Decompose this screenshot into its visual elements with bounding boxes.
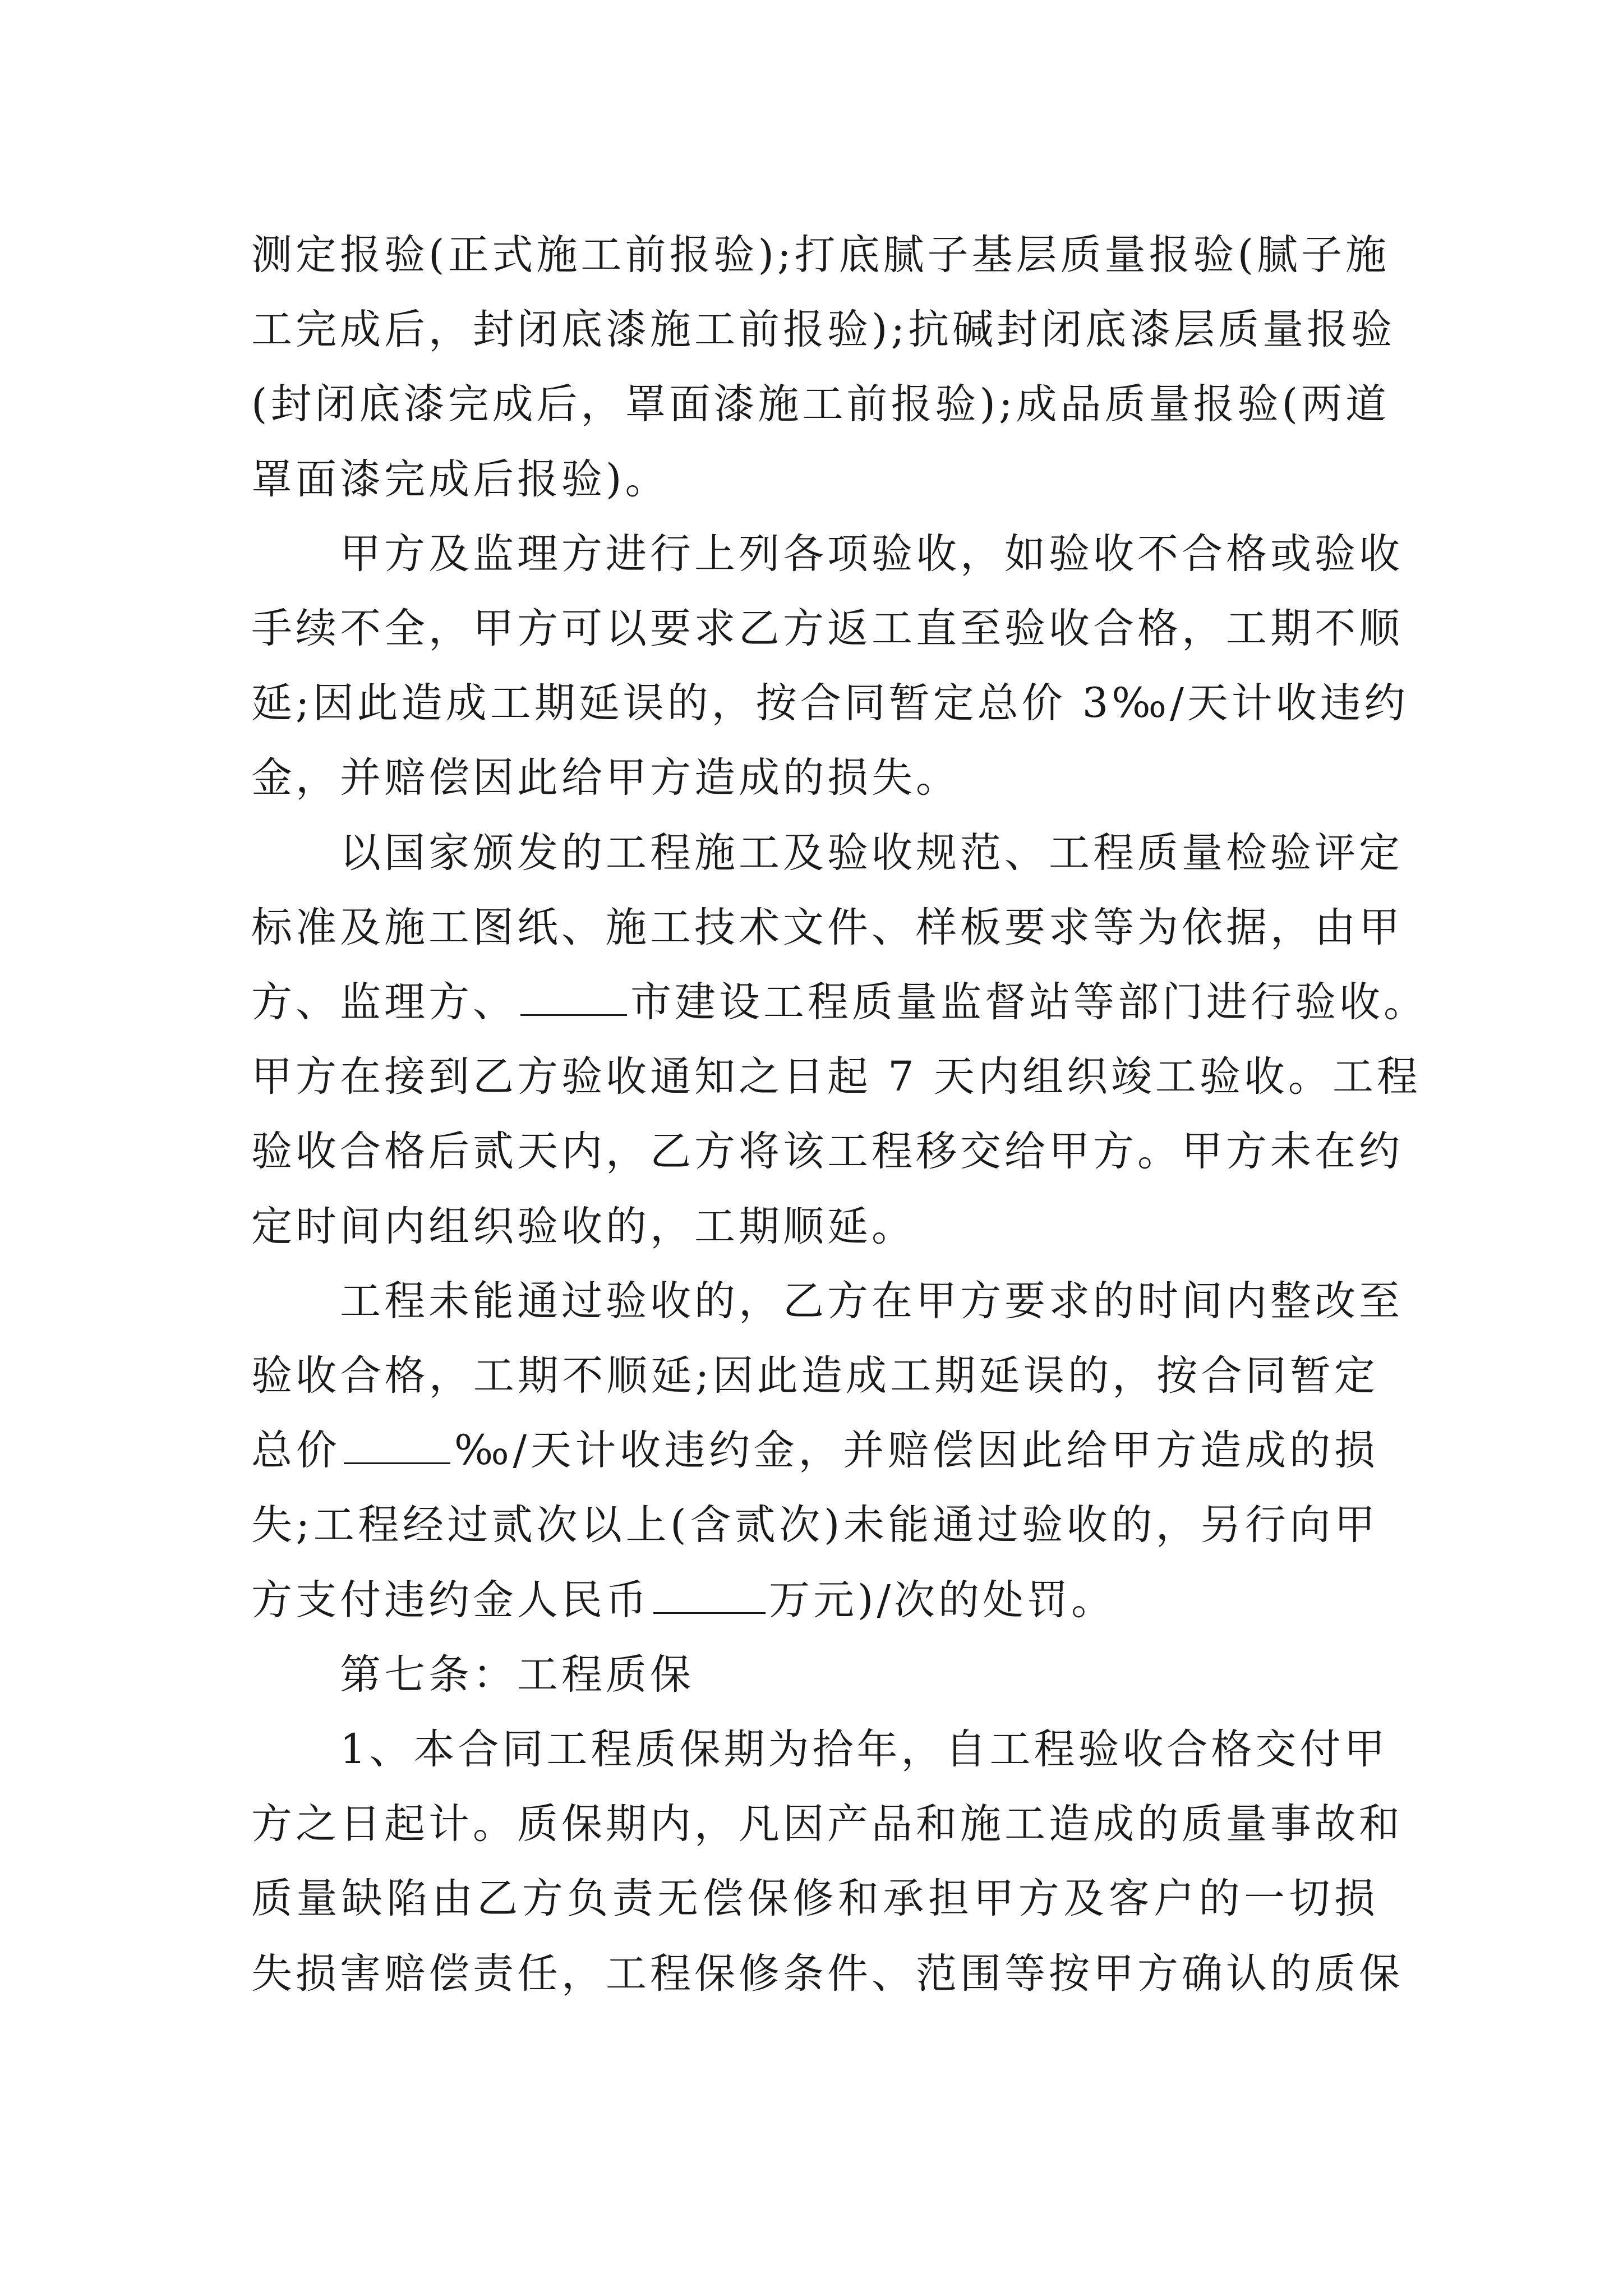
paragraph-acceptance-rework <box>251 517 1409 816</box>
text-line: 方之日起计。质保期内，凡因产品和施工造成的质量事故和 <box>251 1800 1403 1848</box>
text-line-with-blank <box>251 965 1428 1039</box>
text-line: 金，并赔偿因此给甲方造成的损失。 <box>251 754 960 802</box>
fill-in-blank <box>520 979 627 1016</box>
text-fragment: 市建设工程质量监督站等部门进行验收。 <box>630 978 1428 1027</box>
text-line: 验收合格，工期不顺延;因此造成工期延误的，按合同暂定 <box>251 1352 1378 1400</box>
text-fragment: 万元)/次的处罚。 <box>769 1576 1116 1624</box>
text-fragment: 方支付违约金人民币 <box>251 1576 650 1624</box>
text-line: 工完成后，封闭底漆施工前报验);抗碱封闭底漆层质量报验 <box>251 306 1396 354</box>
text-line: 测定报验(正式施工前报验);打底腻子基层质量报验(腻子施 <box>251 231 1390 279</box>
text-fragment: 总价 <box>251 1427 341 1475</box>
text-line-with-blank <box>251 1563 1378 1637</box>
fill-in-blank <box>344 1428 450 1464</box>
text-line: 手续不全，甲方可以要求乙方返工直至验收合格，工期不顺 <box>251 605 1403 653</box>
text-line: 以国家颁发的工程施工及验收规范、工程质量检验评定 <box>340 829 1403 877</box>
fill-in-blank <box>653 1577 766 1614</box>
paragraph-acceptance-standards <box>251 816 1428 1264</box>
text-line: 定时间内组织验收的，工期顺延。 <box>251 1202 916 1250</box>
section-heading-article-7 <box>251 1637 1378 1712</box>
text-line: 罩面漆完成后报验)。 <box>251 455 670 503</box>
paragraph-warranty <box>251 1712 1403 2011</box>
text-line: (封闭底漆完成后，罩面漆施工前报验);成品质量报验(两道 <box>251 380 1390 429</box>
heading-text: 第七条：工程质保 <box>340 1650 694 1699</box>
text-line: 标准及施工图纸、施工技术文件、样板要求等为依据，由甲 <box>251 903 1403 951</box>
contract-text <box>251 218 1428 2011</box>
text-fragment: 方、监理方、 <box>251 978 517 1027</box>
text-line-with-blank <box>251 1413 1378 1488</box>
paragraph-failed-acceptance <box>251 1264 1403 1637</box>
text-line: 质量缺陷由乙方负责无偿保修和承担甲方及客户的一切损 <box>251 1875 1378 1923</box>
text-line: 验收合格后贰天内，乙方将该工程移交给甲方。甲方未在约 <box>251 1128 1403 1176</box>
text-line: 1、本合同工程质保期为拾年，自工程验收合格交付甲 <box>340 1726 1389 1774</box>
paragraph-inspection-stages <box>251 218 1396 517</box>
text-line: 甲方在接到乙方验收通知之日起 7 天内组织竣工验收。工程 <box>251 1053 1421 1101</box>
text-line: 工程未能通过验收的，乙方在甲方要求的时间内整改至 <box>340 1277 1403 1325</box>
text-fragment: ‰/天计收违约金，并赔偿因此给甲方造成的损 <box>454 1427 1379 1475</box>
text-line: 失损害赔偿责任，工程保修条件、范围等按甲方确认的质保 <box>251 1949 1403 1998</box>
text-line: 失;工程经过贰次以上(含贰次)未能通过验收的，另行向甲 <box>251 1501 1378 1549</box>
text-line: 延;因此造成工期延误的，按合同暂定总价 3‰/天计收违约 <box>251 679 1409 728</box>
text-line: 甲方及监理方进行上列各项验收，如验收不合格或验收 <box>340 530 1403 578</box>
